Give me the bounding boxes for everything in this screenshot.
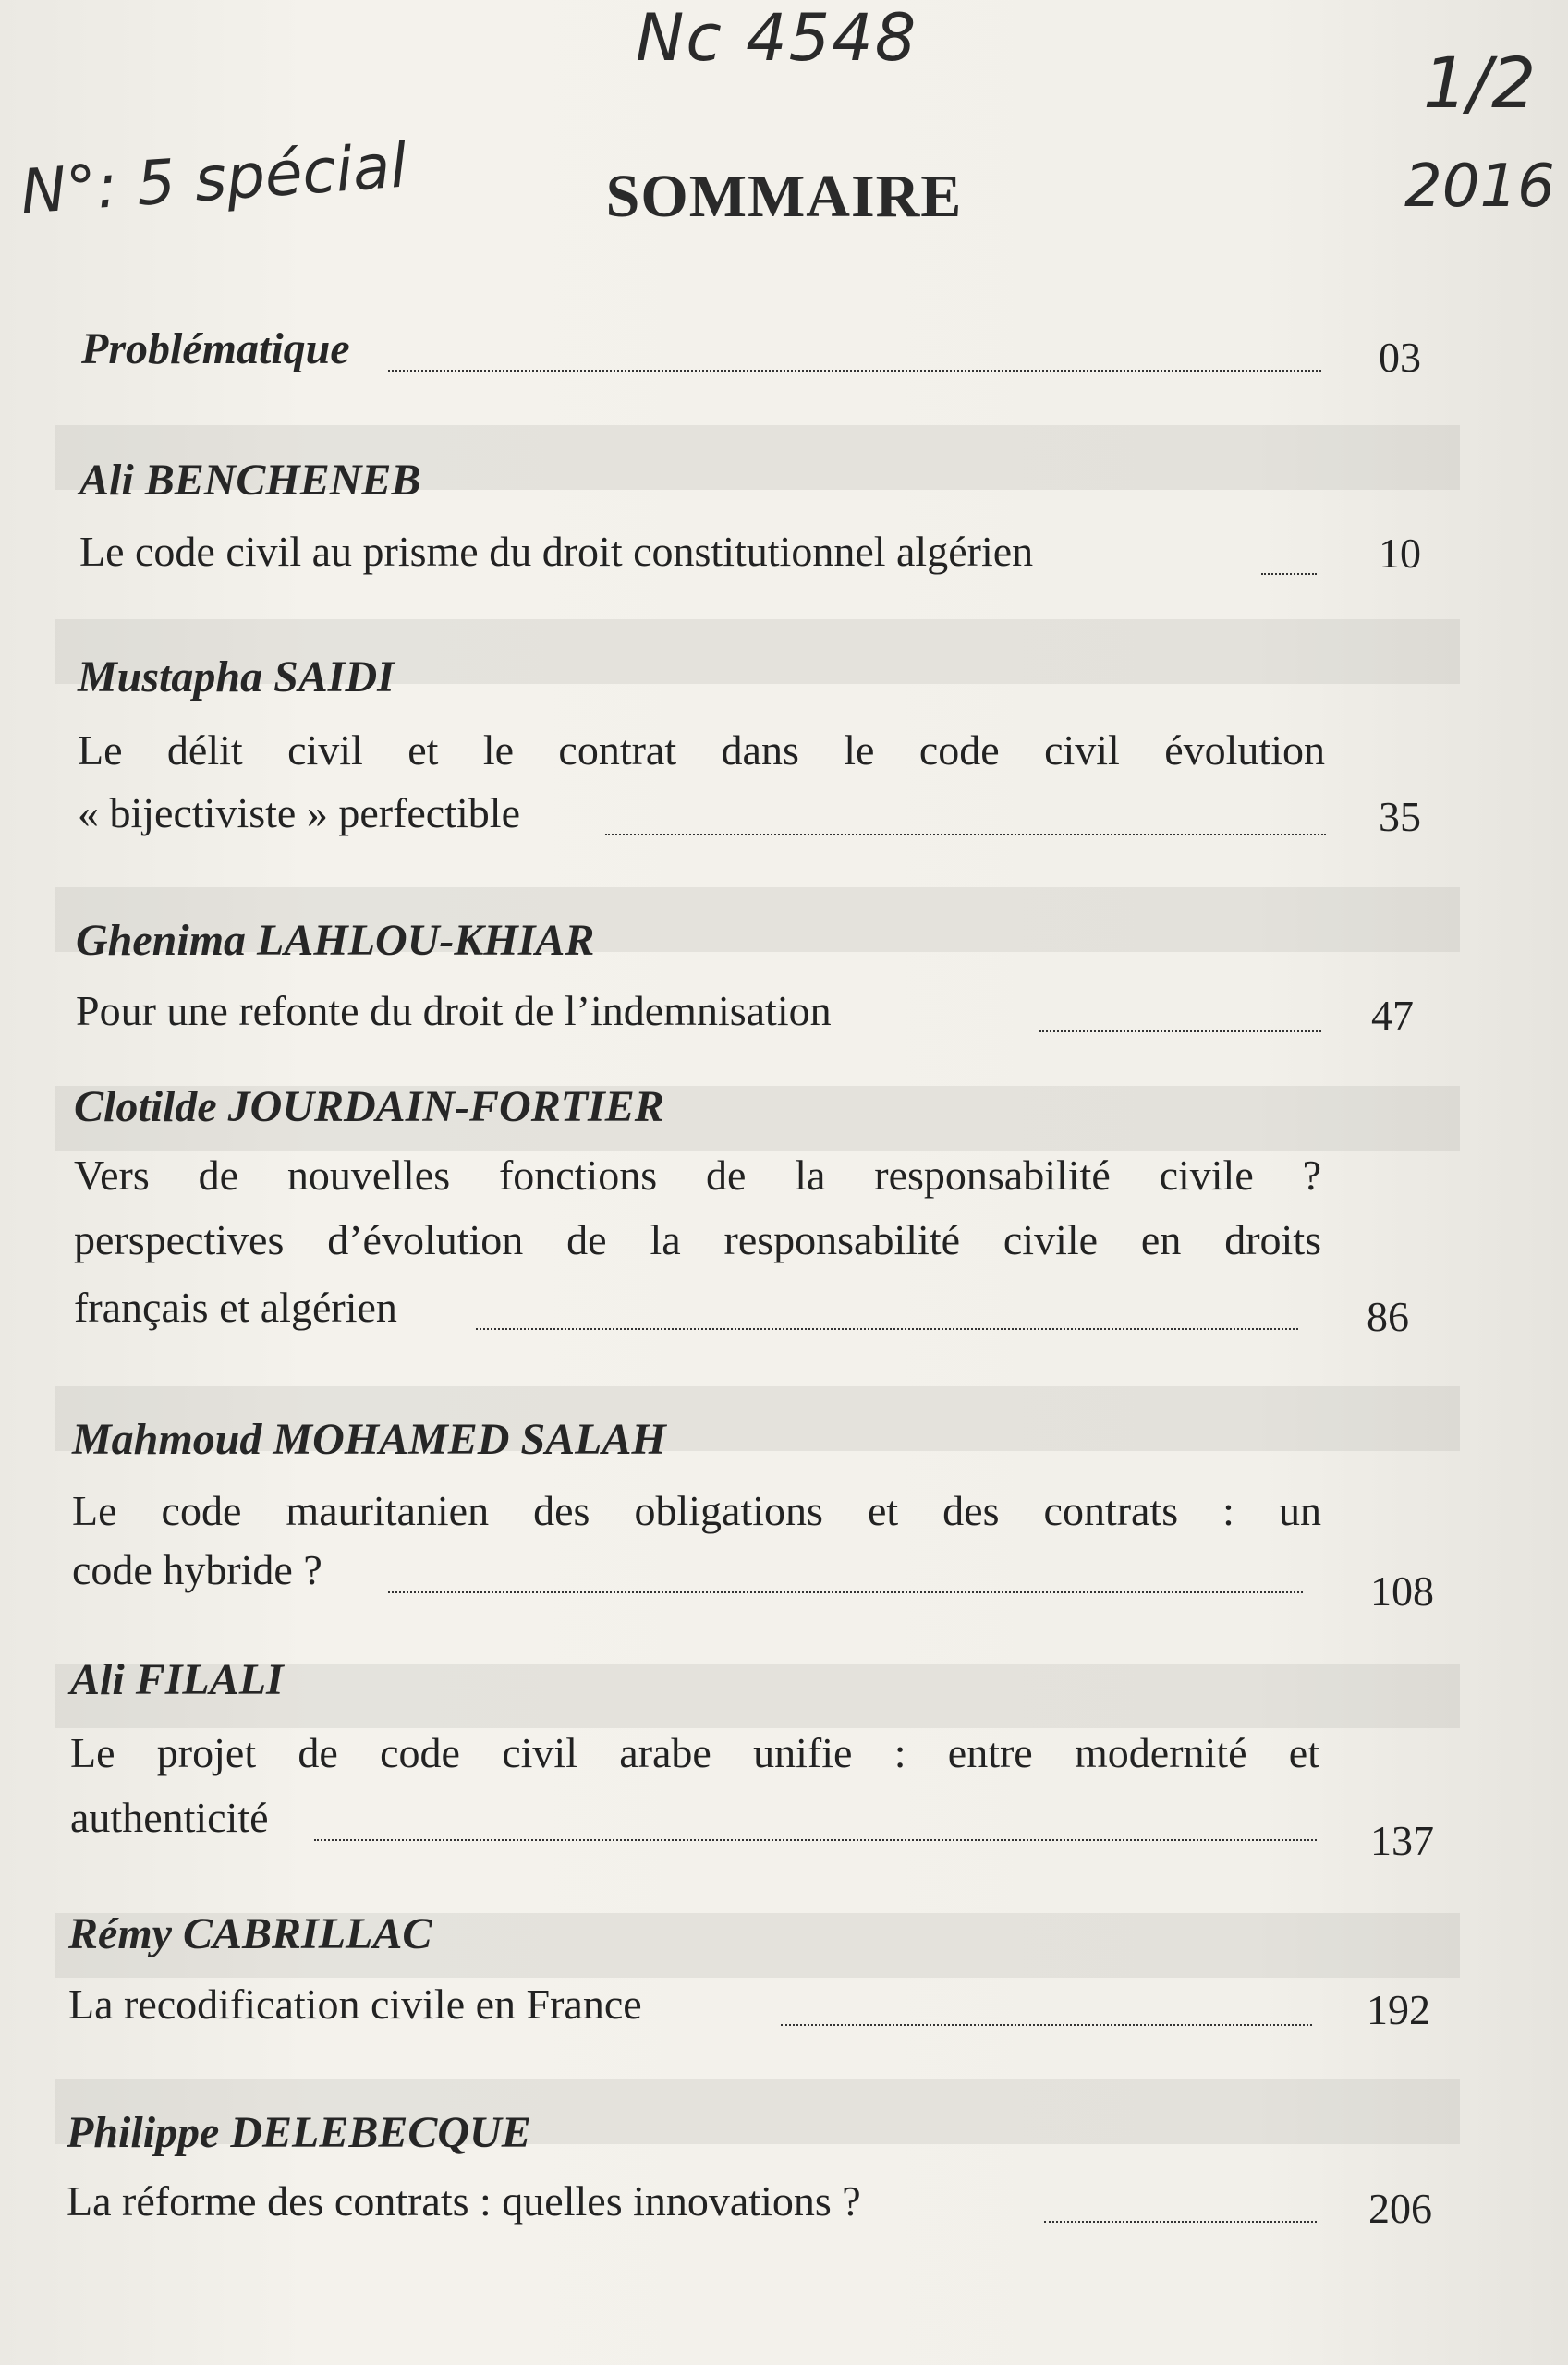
dot-leader	[388, 1591, 1303, 1593]
toc-article-title: Le code civil au prisme du droit constitutionnel algérien	[79, 528, 1034, 575]
page-number: 192	[1367, 1986, 1430, 2033]
toc-author: Rémy CABRILLAC	[68, 1909, 432, 1958]
toc-author: Mustapha SAIDI	[78, 652, 395, 701]
toc-author: Mahmoud MOHAMED SALAH	[72, 1415, 666, 1464]
toc-article-title: Pour une refonte du droit de l’indemnisation	[76, 987, 832, 1034]
toc-article-title: Le délit civil et le contrat dans le code civil évolution	[78, 726, 1325, 774]
toc-article-title: La recodification civile en France	[68, 1981, 642, 2028]
page-number: 35	[1379, 793, 1421, 840]
toc-article-title: Vers de nouvelles fonctions de la responsabilité civile ?	[74, 1152, 1321, 1199]
dot-leader	[1261, 573, 1317, 575]
handwritten-reference: Nc 4548	[636, 0, 918, 76]
toc-article-title: authenticité	[70, 1794, 269, 1841]
toc-article-title: « bijectiviste » perfectible	[78, 789, 520, 836]
toc-article-title: Le projet de code civil arabe unifie : entre modernité et	[70, 1729, 1319, 1776]
page-number: 206	[1368, 2185, 1432, 2232]
handwritten-year: 2016	[1404, 152, 1555, 221]
toc-article-title: La réforme des contrats : quelles innovations ?	[67, 2177, 861, 2225]
toc-author: Philippe DELEBECQUE	[67, 2108, 531, 2157]
toc-article-title: perspectives d’évolution de la responsabilité civile en droits	[74, 1216, 1321, 1263]
page-number: 47	[1371, 992, 1414, 1039]
dot-leader	[388, 370, 1321, 372]
dot-leader	[1039, 1030, 1321, 1032]
handwritten-volume: 1/2	[1423, 42, 1537, 124]
page-number: 03	[1379, 334, 1421, 381]
toc-article-title: code hybride ?	[72, 1546, 322, 1593]
page-number: 10	[1379, 530, 1421, 577]
toc-article-title: français et algérien	[74, 1284, 397, 1331]
page-number: 86	[1367, 1293, 1409, 1340]
toc-heading: Problématique	[81, 324, 350, 373]
dot-leader	[605, 834, 1326, 835]
page-title: SOMMAIRE	[605, 163, 963, 230]
toc-author: Ghenima LAHLOU-KHIAR	[76, 916, 595, 965]
dot-leader	[314, 1839, 1317, 1841]
handwritten-issue: N°: 5 spécial	[18, 129, 410, 228]
dot-leader	[1044, 2221, 1317, 2223]
page-number: 137	[1370, 1817, 1434, 1864]
toc-article-title: Le code mauritanien des obligations et des contrats : un	[72, 1487, 1321, 1534]
dot-leader	[781, 2024, 1312, 2026]
toc-author: Ali BENCHENEB	[79, 456, 421, 505]
toc-author: Ali FILALI	[70, 1655, 284, 1704]
toc-author: Clotilde JOURDAIN-FORTIER	[74, 1082, 664, 1131]
dot-leader	[476, 1328, 1298, 1330]
page-number: 108	[1370, 1567, 1434, 1615]
